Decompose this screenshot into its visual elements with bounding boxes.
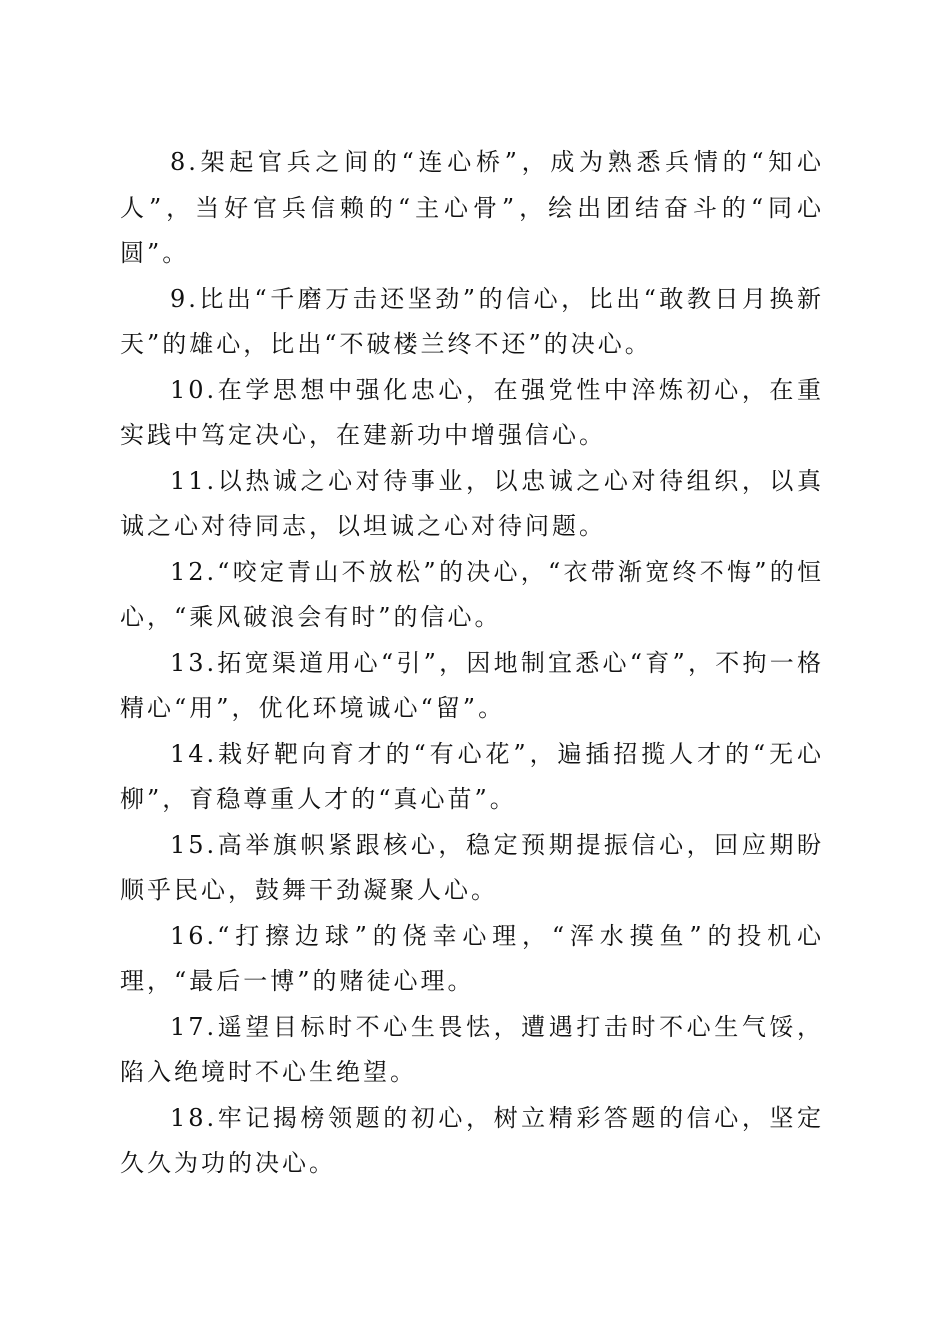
list-item-17: 17.遥望目标时不心生畏怯，遭遇打击时不心生气馁，陷入绝境时不心生绝望。 <box>120 1012 824 1086</box>
list-item-10: 10.在学思想中强化忠心，在强党性中淬炼初心，在重实践中笃定决心，在建新功中增强信心。 <box>120 375 824 449</box>
list-item-14: 14.栽好靶向育才的“有心花”，遍插招揽人才的“无心柳”，育稳尊重人才的“真心苗”。 <box>120 739 824 813</box>
document-body <box>120 140 824 1187</box>
list-item-12: 12.“咬定青山不放松”的决心，“衣带渐宽终不悔”的恒心，“乘风破浪会有时”的信心。 <box>120 557 824 631</box>
list-item-11: 11.以热诚之心对待事业，以忠诚之心对待组织，以真诚之心对待同志，以坦诚之心对待问题。 <box>120 466 824 540</box>
list-item-18: 18.牢记揭榜领题的初心，树立精彩答题的信心，坚定久久为功的决心。 <box>120 1103 824 1177</box>
list-item-15: 15.高举旗帜紧跟核心，稳定预期提振信心，回应期盼顺乎民心，鼓舞干劲凝聚人心。 <box>120 830 824 904</box>
list-item-8: 8.架起官兵之间的“连心桥”，成为熟悉兵情的“知心人”，当好官兵信赖的“主心骨”，绘出团结奋斗的“同心圆”。 <box>120 148 824 267</box>
list-item-16: 16.“打擦边球”的侥幸心理，“浑水摸鱼”的投机心理，“最后一博”的赌徒心理。 <box>120 921 824 995</box>
list-item-13: 13.拓宽渠道用心“引”，因地制宜悉心“育”，不拘一格精心“用”，优化环境诚心“留”。 <box>120 648 824 722</box>
list-item-9: 9.比出“千磨万击还坚劲”的信心，比出“敢教日月换新天”的雄心，比出“不破楼兰终不还”的决心。 <box>120 284 824 358</box>
